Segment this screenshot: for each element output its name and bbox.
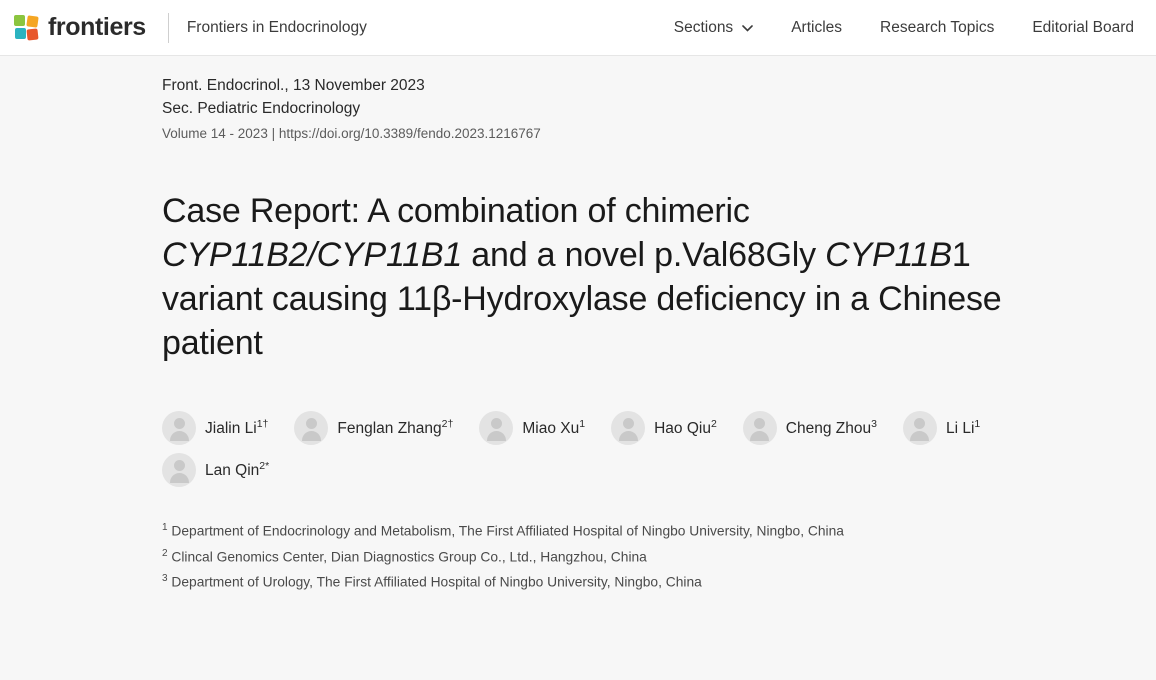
journal-section: Sec. Pediatric Endocrinology: [162, 100, 361, 117]
header-divider: [168, 13, 169, 43]
affiliation-marker: 1: [162, 522, 168, 533]
affiliation-item: [162, 517, 1036, 543]
affiliation-item: [162, 543, 1036, 569]
author-item[interactable]: [162, 453, 269, 487]
article-container: [0, 74, 1156, 594]
avatar: [294, 411, 328, 445]
author-item[interactable]: [162, 411, 268, 445]
avatar: [743, 411, 777, 445]
author-name: Hao Qiu$^2$: [654, 417, 717, 438]
author-name: Lan Qin$^{2*}$: [205, 459, 270, 480]
affiliation-text: Department of Endocrinology and Metabolism, The First Affiliated Hospital of Ningbo University, Ningbo, China: [167, 523, 844, 539]
author-name: Fenglan Zhang$^{2\dagger}$: [337, 417, 454, 438]
chevron-down-icon: [742, 25, 753, 32]
avatar: [162, 453, 196, 487]
volume-and-doi: [162, 126, 1036, 141]
article-page: [0, 56, 1156, 680]
author-affiliation-marker: 1: [974, 417, 981, 430]
author-affiliation-marker: 1: [579, 417, 586, 430]
author-affiliation-marker: 2†: [441, 417, 454, 430]
nav-item-research-topics[interactable]: [880, 19, 994, 37]
author-item[interactable]: [611, 411, 717, 445]
title-part-0: Case Report: A combination of chimeric: [162, 192, 750, 230]
nav-item-editorial-board[interactable]: [1032, 19, 1134, 37]
frontiers-logo[interactable]: [14, 13, 146, 42]
nav-item-sections[interactable]: [674, 19, 753, 37]
author-item[interactable]: [294, 411, 453, 445]
author-item[interactable]: [903, 411, 980, 445]
author-affiliation-marker: 1†: [256, 417, 269, 430]
author-affiliation-marker: 3: [871, 417, 877, 430]
author-name: Li Li$^1$: [945, 417, 981, 438]
frontiers-mark-icon: [14, 15, 40, 41]
affiliation-list: [162, 517, 1036, 594]
author-item[interactable]: [479, 411, 585, 445]
author-affiliation-marker: 2*: [259, 459, 270, 472]
title-part-1: CYP11B2/CYP11B1: [162, 236, 463, 274]
nav-item-articles-label: Articles: [791, 18, 843, 36]
nav-item-articles[interactable]: [791, 19, 842, 37]
author-affiliation-marker: 2: [710, 417, 717, 430]
page-title: [162, 189, 1022, 365]
affiliation-text: Clincal Genomics Center, Dian Diagnostics Group Co., Ltd., Hangzhou, China: [167, 549, 647, 565]
nav-item-research-topics-label: Research Topics: [880, 18, 995, 36]
title-part-4: 1 variant causing 11β-Hydroxylase deficiency in a Chinese patient: [162, 236, 1002, 362]
author-item[interactable]: [743, 411, 877, 445]
affiliation-text: Department of Urology, The First Affiliated Hospital of Ningbo University, Ningbo, China: [167, 574, 702, 590]
avatar: [903, 411, 937, 445]
avatar: [479, 411, 513, 445]
author-name: Miao Xu$^1$: [522, 417, 586, 438]
author-name: Cheng Zhou$^3$: [785, 417, 877, 438]
doi-link[interactable]: https://doi.org/10.3389/fendo.2023.1216767: [278, 126, 541, 141]
author-name: Jialin $Li^{1\dagger}$: [205, 417, 269, 438]
affiliation-marker: 3: [162, 573, 168, 585]
affiliation-item: [162, 568, 1036, 594]
affiliation-marker: 2: [162, 547, 168, 559]
volume-label: Volume 14 - 2023: [162, 126, 268, 141]
meta-separator: |: [267, 126, 279, 141]
nav-item-editorial-board-label: Editorial Board: [1032, 18, 1134, 36]
publication-date: Front. Endocrinol., 13 November 2023: [162, 77, 425, 94]
nav-item-sections-label: Sections: [673, 18, 734, 36]
author-list: [162, 411, 1036, 487]
brand-name: frontiers: [48, 13, 146, 41]
avatar: [162, 411, 196, 445]
site-header: [0, 0, 1156, 56]
main-navigation: [674, 19, 1134, 37]
journal-title[interactable]: Frontiers in Endocrinology: [186, 18, 367, 36]
title-part-3: CYP11B: [825, 236, 952, 274]
avatar: [611, 411, 645, 445]
title-part-2: and a novel p.Val68Gly: [462, 236, 826, 274]
